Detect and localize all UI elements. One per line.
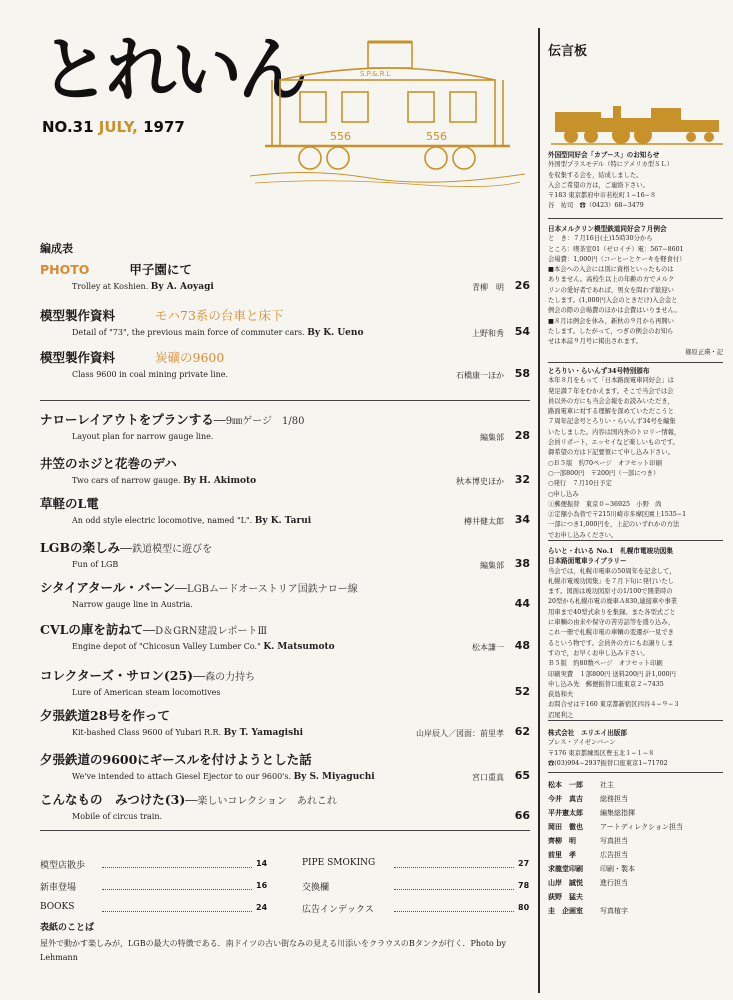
toc-entry: [40, 750, 530, 782]
toc-entry-title-line: [40, 454, 530, 472]
column-item-label: 広告インデックス: [302, 905, 374, 915]
column-item-label: PIPE SMOKING: [302, 858, 376, 868]
staff-row: [548, 876, 723, 890]
toc-entry-english-title: Kit-bashed Class 9600 of Yubari R.R.: [72, 728, 222, 737]
notice-line: これ一冊で札幌市電の車輌の変遷が一見でき: [548, 629, 674, 637]
notice-line: 日本メルクリン模型鉄道同好会７月例会: [548, 225, 667, 233]
dot-leader: [394, 911, 514, 912]
toc-entry-english: [72, 432, 213, 441]
staff-row: [548, 862, 723, 876]
staff-name: 山岸 誠悦: [548, 878, 583, 887]
staff-role: 写真担当: [600, 837, 628, 845]
toc-entry-byline: By K. Tarui: [254, 516, 312, 526]
toc-entry-title-line: [40, 538, 530, 556]
column-item-label: BOOKS: [40, 902, 75, 912]
toc-entry-english: [72, 600, 193, 609]
notice-line: 谷 祐司 ☎（0423）68−3479: [548, 202, 644, 210]
dot-leader: [394, 889, 514, 890]
staff-row: [548, 806, 723, 820]
toc-entry-english: [72, 282, 214, 292]
notice-line: 入会ご希望の方は，ご連絡下さい。: [548, 181, 649, 189]
magazine-logo: とれいん: [40, 29, 304, 111]
notice-line: に車輌の由来や保守の苦労話等を盛り込み，: [548, 619, 675, 627]
staff-row: [548, 820, 723, 834]
toc-entry-english: [72, 642, 335, 652]
toc-entry-author: 宮口重真: [472, 773, 504, 782]
toc-entry: [40, 348, 530, 380]
toc-entry-english: [72, 812, 162, 821]
toc-entry-english-title: Engine depot of "Chicosun Valley Lumber Co.": [72, 642, 261, 651]
notice-line: プレス・アイゼンバーン: [548, 739, 616, 747]
notice-line: 札幌市電竣功図集」を７月下旬に発行いたし: [548, 577, 674, 585]
toc-entry-author: 上野和秀: [472, 329, 504, 338]
toc-entry-author: 青柳 明: [472, 283, 504, 292]
toc-entry-english: [72, 370, 228, 379]
notice-line: せは本誌９月号に掲出されます。: [548, 338, 642, 346]
caboose-lettering: S.P.&.R.L: [360, 70, 391, 78]
notice-line: と き：７月16日(土)15時30分から: [548, 235, 653, 243]
toc-entry-page: 58: [514, 367, 530, 380]
issue-year: 1977: [143, 118, 185, 136]
issue-number: NO.31: [42, 118, 94, 136]
toc-entry-author: 山岸辰人／図面：前里孝: [416, 729, 504, 738]
notice-line: いたしました。内容は国内外のトロリー情報，: [548, 428, 681, 436]
toc-entry-english-title: Narrow gauge line in Austria.: [72, 600, 193, 609]
caboose-number-right: 556: [426, 130, 447, 143]
toc-entry-english-title: Two cars of narrow gauge.: [72, 476, 181, 485]
toc-entry-byline: By K. Ueno: [307, 328, 364, 338]
toc-entry-byline: By S. Miyaguchi: [293, 772, 375, 782]
notice-line: 員以外の方にも当会会報をお読みいただき，: [548, 397, 674, 405]
notice-line: 用車まで40型式余りを集録。また各型式ごと: [548, 608, 676, 616]
toc-entry-title: 夕張鉄道28号を作って: [40, 708, 170, 723]
dot-leader: [102, 889, 252, 890]
toc-entry-page: 62: [514, 725, 530, 738]
locomotive-illustration: [551, 102, 723, 146]
notice-line: たします。したがって，つぎの例会のお知ら: [548, 327, 674, 335]
staff-role: 印刷・製本: [600, 865, 635, 873]
toc-entry-subtitle: ──LGBムードオーストリア国鉄ナロー線: [175, 584, 358, 595]
toc-entry-author: 秋本博史ほか: [456, 477, 504, 486]
notice-line: 本年８月をもって「日本路面電車同好会」は: [548, 377, 674, 385]
notice-line: ○一部800円 〒200円（一部につき）: [548, 469, 660, 477]
notice-line: 〒183 東京都府中市若松町１−16−８: [548, 192, 657, 200]
toc-entry-category: PHOTO: [40, 262, 90, 277]
toc-entry: [40, 538, 530, 570]
section-rule: [40, 400, 530, 401]
caboose-number-left: 556: [330, 130, 351, 143]
toc-entry-title: 甲子園にて: [129, 262, 192, 277]
toc-entry-title-line: [40, 306, 530, 324]
toc-entry-title-line: [40, 706, 530, 724]
toc-entry-english: [72, 688, 220, 697]
toc-entry-title-line: [40, 494, 530, 512]
toc-entry-english: [72, 328, 363, 338]
notice-line: Ｂ５版 約80数ページ オフセット印刷: [548, 660, 663, 668]
notice-line: 株式会社 エリエイ出版部: [548, 729, 627, 737]
toc-entry-english: [72, 516, 311, 526]
section-rule: [40, 830, 530, 831]
notice-line: 沼尾利之: [548, 711, 574, 719]
column-item-label: 新車登場: [40, 883, 77, 893]
toc-entry-byline: By A. Aoyagi: [150, 282, 214, 292]
notice-line: 一部につき1,000円を，上記のいずれかの方法: [548, 521, 680, 529]
column-item-page: 80: [518, 903, 530, 912]
notice-caboose-club: [548, 150, 723, 212]
notice-line: ■８月は例会を休み，新秋の９月から再開い: [548, 317, 674, 325]
staff-row: [548, 848, 723, 862]
staff-role: 写真植字: [600, 907, 628, 915]
staff-name: 今井 真吉: [548, 794, 583, 803]
toc-entry-page: 44: [514, 597, 530, 610]
staff-row: [548, 778, 723, 792]
toc-entry-subtitle: ──鉄道模型に遊びを: [120, 544, 213, 555]
notice-line: でお申し込みください。: [548, 531, 618, 539]
notice-line: ①郵便振替 東京０−36925 小野 尚: [548, 500, 662, 508]
toc-entry-page: 66: [514, 809, 530, 822]
table-of-contents: [40, 240, 530, 915]
toc-entry-page: 52: [514, 685, 530, 698]
cover-caption-heading: 表紙のことば: [40, 923, 95, 933]
notice-line: お問合せは〒160 東京都新宿区四谷４−９−３: [548, 701, 680, 709]
toc-entry-page: 65: [514, 769, 530, 782]
toc-entry: [40, 410, 530, 442]
toc-entry-title: コレクターズ・サロン(25): [40, 668, 194, 683]
toc-entry-author: 石橋康一ほか: [456, 371, 504, 380]
notice-line: 外国型プラスモデル（特にアメリカ型ＳＬ）: [548, 161, 673, 169]
column-item-label: 模型店散歩: [40, 861, 86, 871]
toc-entry-title-line: [40, 348, 530, 366]
toc-entry-subtitle: ──森の力持ち: [193, 672, 256, 683]
notice-line: 当会では，札幌市電車の50周年を記念して，: [548, 567, 676, 575]
notice-line: 篠原正瑛・記: [685, 348, 723, 356]
staff-role: 編集総指揮: [600, 809, 635, 817]
toc-entry-page: 34: [514, 513, 530, 526]
staff-list: [548, 778, 723, 918]
issue-line: [42, 118, 185, 136]
toc-entry-title-line: [40, 410, 530, 428]
column-item-page: 24: [256, 903, 268, 912]
toc-entry-title-line: [40, 578, 530, 596]
toc-entry-title: モハ73系の台車と床下: [155, 308, 284, 323]
dot-leader: [394, 867, 514, 868]
dot-leader: [102, 911, 252, 912]
notice-line: ■本会への入会には別に資格といったものは: [548, 266, 674, 274]
notice-line: 〒176 東京都練馬区豊玉北１−１−８: [548, 749, 655, 757]
toc-entry-title: ナローレイアウトをプランする: [40, 412, 214, 427]
notice-marklin-meeting: [548, 224, 723, 358]
toc-entry: [40, 706, 530, 738]
toc-entry-subtitle: ──楽しいコレクション あれこれ: [185, 796, 337, 807]
staff-name: 齊柳 明: [548, 836, 576, 845]
staff-name: 圭 企画室: [548, 906, 583, 915]
staff-role: 広告担当: [600, 851, 628, 859]
column-divider: [538, 28, 540, 993]
notice-sapporo-drawings: [548, 546, 723, 721]
toc-entry-category: 模型製作資料: [40, 308, 116, 323]
toc-entry-title: LGBの楽しみ: [40, 540, 121, 555]
publisher-info: [548, 728, 723, 769]
toc-entry-english: [72, 560, 118, 569]
notice-line: 20型から札幌市電の廃車Ａ830,連接車や事業: [548, 598, 678, 606]
toc-entry: [40, 666, 530, 698]
toc-entry-category: 模型製作資料: [40, 350, 116, 365]
notice-line: リンの愛好者であれば，男女を問わず歓迎い: [548, 286, 674, 294]
toc-entry: [40, 494, 530, 526]
toc-entry-english-title: Trolley at Koshien.: [72, 282, 149, 291]
toc-entry-title: 炭礦の9600: [155, 350, 225, 365]
notice-divider: [548, 772, 723, 773]
staff-name: 平井憲太郎: [548, 808, 583, 817]
notice-line: ○申し込み: [548, 490, 579, 498]
bulletin-board-title: 伝言板: [548, 44, 588, 59]
toc-entry-author: 編集部: [480, 561, 504, 570]
toc-entry-title-line: [40, 750, 530, 768]
column-item-page: 78: [518, 881, 530, 890]
notice-line: 御希望の方は下記要領にて申し込み下さい。: [548, 449, 674, 457]
staff-row: [548, 834, 723, 848]
toc-entry: [40, 578, 530, 610]
toc-entry: [40, 790, 530, 822]
notice-line: ○Ｂ５版 約70ページ オフセット印刷: [548, 459, 662, 467]
toc-entry-english-title: Lure of American steam locomotives: [72, 688, 221, 697]
notice-line: 路面電車に対する理解を深めていただこうと: [548, 408, 674, 416]
toc-entry: [40, 306, 530, 338]
staff-role: 総務担当: [600, 795, 628, 803]
toc-entry-title: 夕張鉄道の9600にギースルを付けようとした話: [40, 752, 312, 767]
toc-entry-page: 54: [514, 325, 530, 338]
caboose-illustration: [250, 28, 525, 188]
notice-line: 日本路面電車ライブラリー: [548, 557, 627, 566]
toc-entry-english-title: Fun of LGB: [72, 560, 119, 569]
notice-divider: [548, 362, 723, 363]
notice-line: ます。図面は竣功図原寸の1/100で開業時の: [548, 588, 673, 596]
notice-line: ところ：喫茶室01（ゼロイチ）電：567−8601: [548, 245, 684, 253]
notice-line: ７周年記念号とろりい・らいんず34号を編集: [548, 418, 676, 426]
notice-line: 荻島和夫: [548, 691, 574, 699]
notice-line: るという物です。会員外の方にもお譲りしま: [548, 639, 674, 647]
toc-entry-title-line: [40, 260, 530, 278]
staff-name: 前里 孝: [548, 850, 576, 859]
staff-row: [548, 792, 723, 806]
column-item-page: 16: [256, 881, 268, 890]
staff-name: 松本 一郎: [548, 780, 583, 789]
issue-month: JULY,: [98, 118, 138, 136]
toc-heading: 編成表: [40, 242, 73, 255]
toc-entry-byline: K. Matsumoto: [263, 642, 335, 652]
toc-entry-english-title: Layout plan for narrow gauge line.: [72, 432, 214, 441]
notice-line: ありません。高校生以上の年齢の方でメルク: [548, 276, 675, 284]
toc-entry-byline: By H. Akimoto: [183, 476, 257, 486]
toc-entry-title: CVLの庫を訪ねて: [40, 622, 144, 637]
notice-line: たします。(1,000円入会のときだけ)入会金と: [548, 297, 678, 305]
toc-entry-english-title: Detail of "73", the previous main force of commuter cars.: [72, 328, 305, 337]
notice-line: 発足満７年をむかえます。そこで当会では会: [548, 387, 674, 395]
notice-line: らいと・れいる No.1 札幌市電竣功図集: [548, 547, 673, 555]
cover-caption-text: 屋外で動かす楽しみが，LGBの最大の特徴である．南ドイツの古い街なみの見える川添いをクラウスのBタンクが行く．Photo by Lehmann: [40, 939, 507, 962]
toc-entry-title-line: [40, 620, 530, 638]
staff-role: 進行担当: [600, 879, 628, 887]
toc-entry-page: 26: [514, 279, 530, 292]
toc-entry-page: 48: [514, 639, 530, 652]
toc-entry-english-title: Class 9600 in coal mining private line.: [72, 370, 229, 379]
notice-line: 印刷実費 １部800円 送料200円 計1,000円: [548, 670, 676, 678]
notice-line: 申し込み先 郵便振替口座東京２−7435: [548, 680, 664, 688]
notice-line: ○発行 ７月10日予定: [548, 480, 612, 488]
toc-entry-author: 樽井健太郎: [464, 517, 504, 526]
toc-entry-english-title: Mobile of circus train.: [72, 812, 163, 821]
notice-line: 会員リポート，エッセイなど楽しいものです。: [548, 439, 679, 447]
toc-entry-author: 編集部: [480, 433, 504, 442]
notice-line: 例会の際の会場費のほかは会費はいりません。: [548, 307, 681, 315]
column-item-page: 14: [256, 859, 268, 868]
staff-name: 荻野 猛夫: [548, 892, 583, 901]
toc-entry: [40, 454, 530, 486]
notice-divider: [548, 218, 723, 219]
toc-entry-subtitle: ──D＆GRN建設レポートⅢ: [143, 626, 268, 637]
notice-line: 会場費：1,000円（コーヒーとケーキを軽食付）: [548, 255, 686, 263]
dot-leader: [102, 867, 252, 868]
toc-entry-byline: By T. Yamagishi: [223, 728, 304, 738]
staff-role: アートディレクション担当: [600, 823, 683, 831]
toc-entry-title: シタイアタール・バーン: [40, 580, 176, 595]
toc-entry-title-line: [40, 666, 530, 684]
toc-entry-title: 草軽のL電: [40, 496, 99, 511]
toc-entry-page: 38: [514, 557, 530, 570]
toc-entry-english-title: An odd style electric locomotive, named "L".: [72, 516, 253, 525]
staff-row: [548, 890, 723, 904]
toc-entry-english: [72, 476, 256, 486]
toc-entry-page: 28: [514, 429, 530, 442]
toc-entry-english: [72, 728, 303, 738]
notice-line: ②定額小為替で〒215川崎市多摩区園上1535−1: [548, 511, 687, 519]
notice-divider: [548, 540, 723, 541]
notice-line: すので，お早くお申し込み下さい。: [548, 649, 649, 657]
toc-entry-page: 32: [514, 473, 530, 486]
toc-entry-title: 井笠のホジと花巻のデハ: [40, 456, 177, 471]
column-item-label: 交換欄: [302, 883, 330, 893]
toc-entry-english-title: We've intended to attach Giesel Ejector to our 9600's.: [72, 772, 292, 781]
staff-name: 岡田 徹也: [548, 822, 583, 831]
toc-entry: [40, 620, 530, 652]
toc-entry: [40, 260, 530, 292]
notice-divider: [548, 720, 723, 721]
notice-line: とろりい・らいんず34号特別頒布: [548, 367, 650, 375]
notice-line: を収集する会を，結成しました。: [548, 171, 643, 179]
staff-row: [548, 904, 723, 918]
staff-role: 社主: [600, 781, 614, 789]
toc-entry-author: 松本謙一: [472, 643, 504, 652]
column-item-page: 27: [518, 859, 530, 868]
notice-trolley-lines-issue: [548, 366, 723, 541]
notice-line: 外国型同好会「カブース」のお知らせ: [548, 151, 660, 159]
toc-entry-title: こんなもの みつけた(3): [40, 792, 186, 807]
notice-line: ☎(03)994−2937振替口座東京1−71702: [548, 759, 668, 767]
staff-name: 求龍堂印刷: [548, 864, 583, 873]
toc-entry-subtitle: ──9㎜ゲージ 1/80: [213, 416, 305, 427]
toc-entry-english: [72, 772, 375, 782]
toc-entry-title-line: [40, 790, 530, 808]
